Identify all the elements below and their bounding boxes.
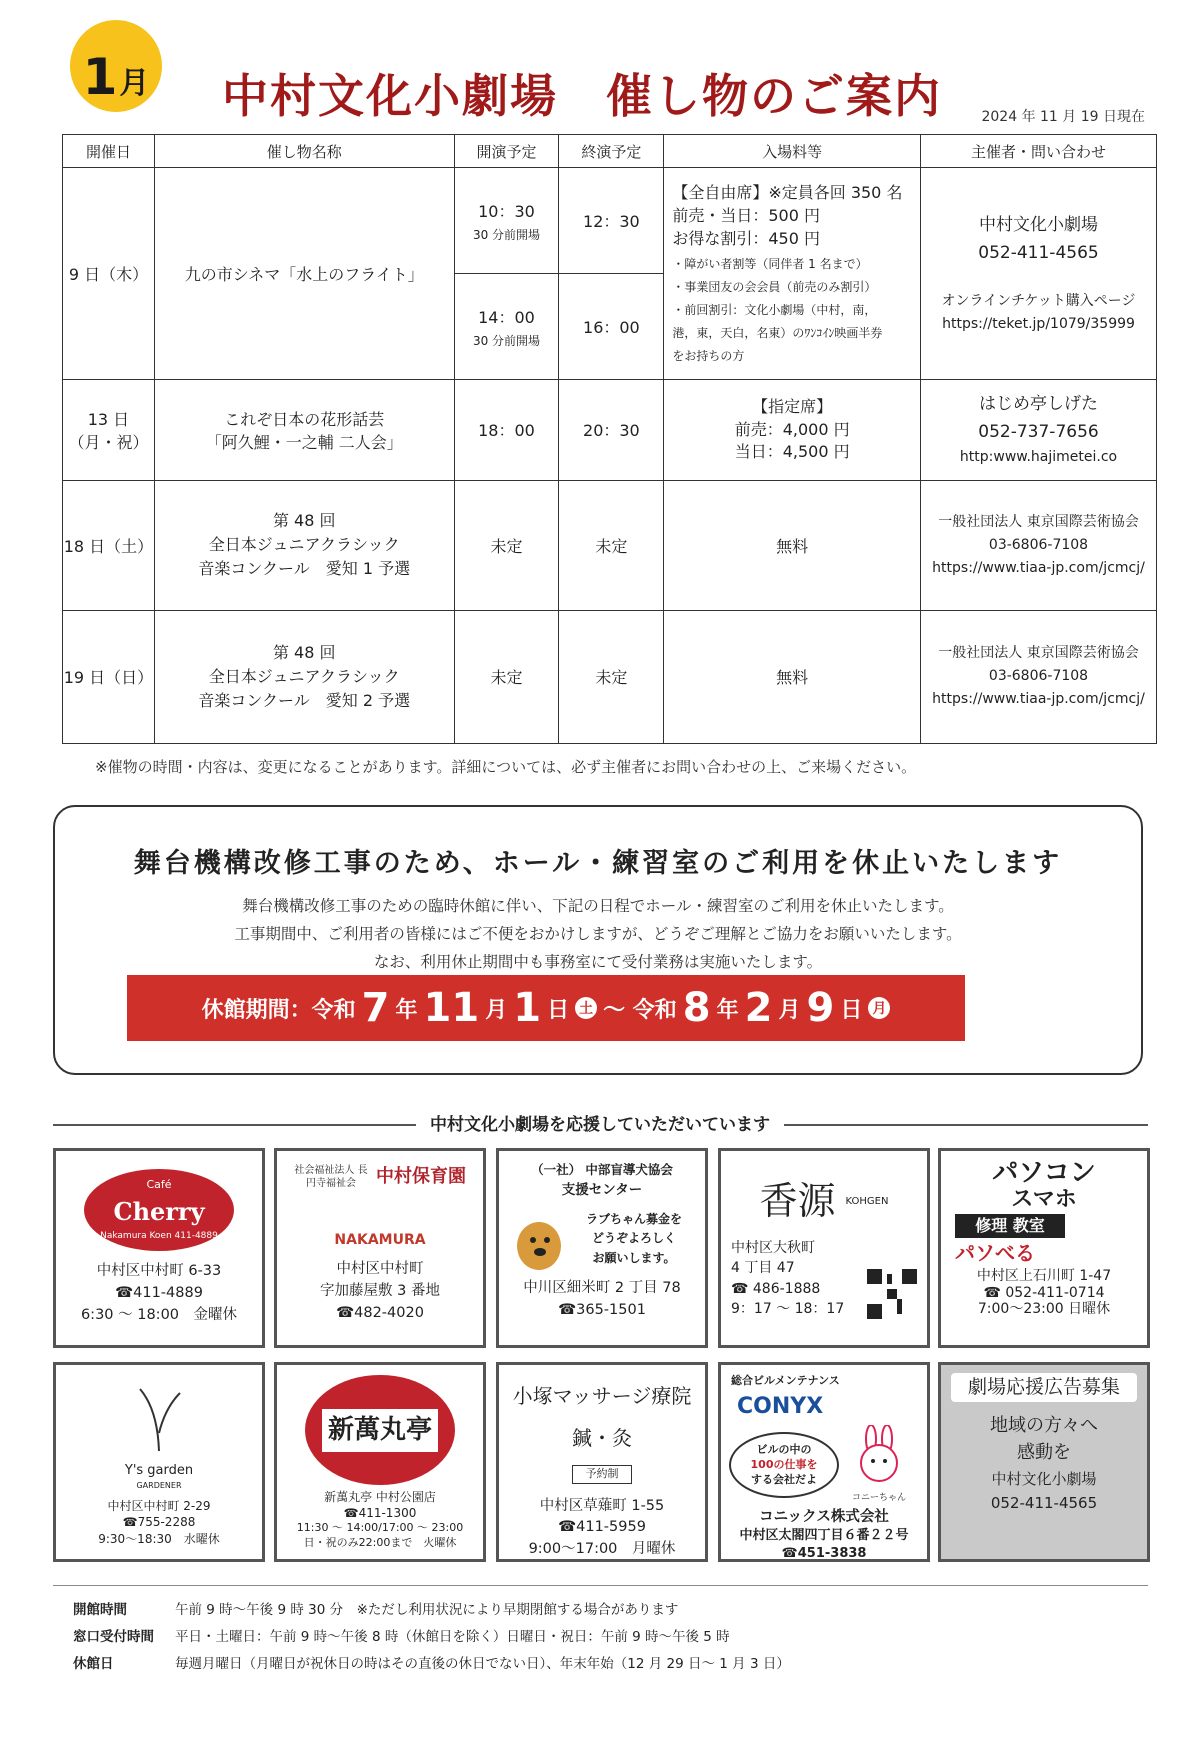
- events-table: [62, 134, 1157, 744]
- dog-icon: [507, 1204, 571, 1274]
- event-date: 13 日 （月・祝）: [63, 380, 155, 480]
- kohgen-logo: 香源: [759, 1179, 836, 1223]
- speech-bubble: ビルの中の 100の仕事を する会社だよ: [729, 1432, 839, 1498]
- col-end: 終演予定: [559, 135, 664, 168]
- table-row: [63, 480, 1157, 610]
- organizer-contact: 中村文化小劇場 052-411-4565 オンラインチケット購入ページ https://teket.jp/1079/35999: [921, 168, 1157, 380]
- event-date: 19 日（日）: [63, 610, 155, 743]
- nursery-logo: NAKAMURA: [334, 1232, 426, 1248]
- notice-title: 舞台機構改修工事のため、ホール・練習室のご利用を休止いたします: [133, 848, 1063, 879]
- conyx-logo: CONYX: [737, 1393, 824, 1419]
- organizer-contact: 一般社団法人 東京国際芸術協会 03-6806-7108 https://www.tiaa-jp.com/jcmcj/: [921, 480, 1157, 610]
- hours-row: 窓口受付時間 平日・土曜日：午前 9 時〜午後 8 時（休館日を除く）日曜日・祝日：午前 9 時〜午後 5 時: [73, 1629, 730, 1645]
- ad-guide-dog: （一社） 中部盲導犬協会 支援センター ラブちゃん募金を どうぞよろしく お願いします。 中川区細米町 2 丁目 78 ☎365-1501: [496, 1148, 708, 1348]
- col-date: 開催日: [63, 135, 155, 168]
- ad-nursery: 社会福祉法人 長円寺福祉会 中村保育園 NAKAMURA 中村区中村町 字加藤屋敷 3 番地 ☎482-4020: [274, 1148, 486, 1348]
- event-date: 18 日（土）: [63, 480, 155, 610]
- hours-row: 休館日 毎週月曜日（月曜日が祝休日の時はその直後の休日でない日）、年末年始（12 月 29 日〜 1 月 3 日）: [73, 1656, 790, 1672]
- organizer-url[interactable]: https://www.tiaa-jp.com/jcmcj/: [932, 559, 1145, 576]
- ad-pasoberu: パソコン スマホ 修理 教室 パソべる 中村区上石川町 1-47 ☎ 052-411-0714 7:00〜23:00 日曜休: [938, 1148, 1150, 1348]
- ad-cherry: Café Cherry Nakamura Koen 411-4889 中村区中村町 6-33 ☎411-4889 6:30 〜 18:00 金曜休: [53, 1148, 265, 1348]
- ad-ys-garden: Y's garden GARDENER 中村区中村町 2-29 ☎755-2288 9:30〜18:30 水曜休: [53, 1362, 265, 1562]
- notice-line: 工事期間中、ご利用者の皆様にはご不便をおかけしますが、どうぞご理解とご協力をお願いいたします。: [234, 925, 962, 943]
- month-badge: [70, 20, 162, 112]
- start-time: 14：00 30 分前開場: [454, 274, 559, 380]
- organizer-contact: はじめ亭しげた 052-737-7656 http:www.hajimetei.co: [921, 380, 1157, 480]
- start-time: 10：30 30 分前開場: [454, 168, 559, 274]
- reservation-badge: 予約制: [572, 1465, 632, 1484]
- ad-kohgen: 香源 KOHGEN 中村区大秋町 4 丁目 47 ☎ 486-1888 9：17 〜 18：17: [718, 1148, 930, 1348]
- end-time: 16：00: [559, 274, 664, 380]
- table-row: [63, 610, 1157, 743]
- col-event: 催し物名称: [154, 135, 454, 168]
- fee-details: 無料: [664, 480, 921, 610]
- start-time: 未定: [454, 480, 559, 610]
- ad-recruit: 劇場応援広告募集 地域の方々へ 感動を 中村文化小劇場 052-411-4565: [938, 1362, 1150, 1562]
- ticket-url[interactable]: https://teket.jp/1079/35999: [942, 316, 1135, 333]
- event-name: 第 48 回 全日本ジュニアクラシック 音楽コンクール 愛知 1 予選: [154, 480, 454, 610]
- organizer-contact: 一般社団法人 東京国際芸術協会 03-6806-7108 https://www.tiaa-jp.com/jcmcj/: [921, 610, 1157, 743]
- start-time: 未定: [454, 610, 559, 743]
- fee-details: 【指定席】 前売：4,000 円 当日：4,500 円: [664, 380, 921, 480]
- event-name: 九の市シネマ「水上のフライト」: [154, 168, 454, 380]
- divider: [53, 1585, 1148, 1586]
- event-date: 9 日（木）: [63, 168, 155, 380]
- fee-details: 【全自由席】※定員各回 350 名 前売・当日：500 円 お得な割引：450 円 ・障がい者割等（同伴者 1 名まで） ・事業団友の会会員（前売のみ割引） ・前回割引：文化小劇場（中村，南， 港，東，天白，名東）のﾜﾝｺｲﾝ映画半券 をお持ちの方: [664, 168, 921, 380]
- ad-shinmanmarutei: 新萬丸亭 新萬丸亭 中村公園店 ☎411-1300 11:30 〜 14:00/17:00 〜 23:00 日・祝のみ22:00まで 火曜休: [274, 1362, 486, 1562]
- facility-hours: [73, 1597, 790, 1678]
- fee-details: 無料: [664, 610, 921, 743]
- cherry-logo: Café Cherry Nakamura Koen 411-4889: [84, 1169, 234, 1251]
- end-time: 未定: [559, 480, 664, 610]
- month-number: 1: [82, 48, 118, 106]
- ad-conyx: 総合ビルメンテナンス CONYX ビルの中の 100の仕事を する会社だよ コニーちゃん コニックス株式会社 中村区太閤四丁目６番２２号 ☎451-3838: [718, 1362, 930, 1562]
- table-row: [63, 380, 1157, 480]
- rabbit-icon: [853, 1425, 905, 1485]
- organizer-url[interactable]: https://www.tiaa-jp.com/jcmcj/: [932, 691, 1145, 708]
- as-of-date: 2024 年 11 月 19 日現在: [981, 109, 1145, 125]
- month-unit: 月: [119, 66, 150, 101]
- leaf-logo-icon: [134, 1383, 184, 1453]
- end-time: 20：30: [559, 380, 664, 480]
- hours-row: 開館時間 午前 9 時〜午後 9 時 30 分 ※ただし利用状況により早期閉館する場合があります: [73, 1602, 679, 1618]
- ad-kozuka-massage: 小塚マッサージ療院 鍼・灸 予約制 中村区草薙町 1-55 ☎411-5959 9:00〜17:00 月曜休: [496, 1362, 708, 1562]
- event-name: 第 48 回 全日本ジュニアクラシック 音楽コンクール 愛知 2 予選: [154, 610, 454, 743]
- sponsors-heading: 中村文化小劇場を応援していただいています: [0, 1110, 1200, 1135]
- restaurant-logo: 新萬丸亭: [305, 1375, 455, 1485]
- page-title: 中村文化小劇場 催し物のご案内: [222, 69, 942, 123]
- end-time: 12：30: [559, 168, 664, 274]
- table-row: [63, 168, 1157, 274]
- col-fee: 入場料等: [664, 135, 921, 168]
- qr-code-icon[interactable]: [867, 1269, 917, 1319]
- notice-line: なお、利用休止期間中も事務室にて受付業務は実施いたします。: [373, 953, 823, 971]
- weekday-badge: 月: [868, 997, 890, 1019]
- table-header-row: [63, 135, 1157, 168]
- col-start: 開演予定: [454, 135, 559, 168]
- start-time: 18：00: [454, 380, 559, 480]
- event-name: これぞ日本の花形話芸 「阿久鯉・一之輔 二人会」: [154, 380, 454, 480]
- organizer-url[interactable]: http:www.hajimetei.co: [959, 449, 1118, 466]
- col-contact: 主催者・問い合わせ: [921, 135, 1157, 168]
- weekday-badge: 土: [575, 997, 597, 1019]
- end-time: 未定: [559, 610, 664, 743]
- notice-line: 舞台機構改修工事のための臨時休館に伴い、下記の日程でホール・練習室のご利用を休止いたします。: [242, 897, 954, 915]
- schedule-note: ※催物の時間・内容は、変更になることがあります。詳細については、必ず主催者にお問い合わせの上、ご来場ください。: [95, 758, 917, 776]
- closure-period-bar: 休館期間：令和 7 年 11 月 1 日 土 〜 令和 8 年 2 月 9 日 月: [127, 975, 965, 1041]
